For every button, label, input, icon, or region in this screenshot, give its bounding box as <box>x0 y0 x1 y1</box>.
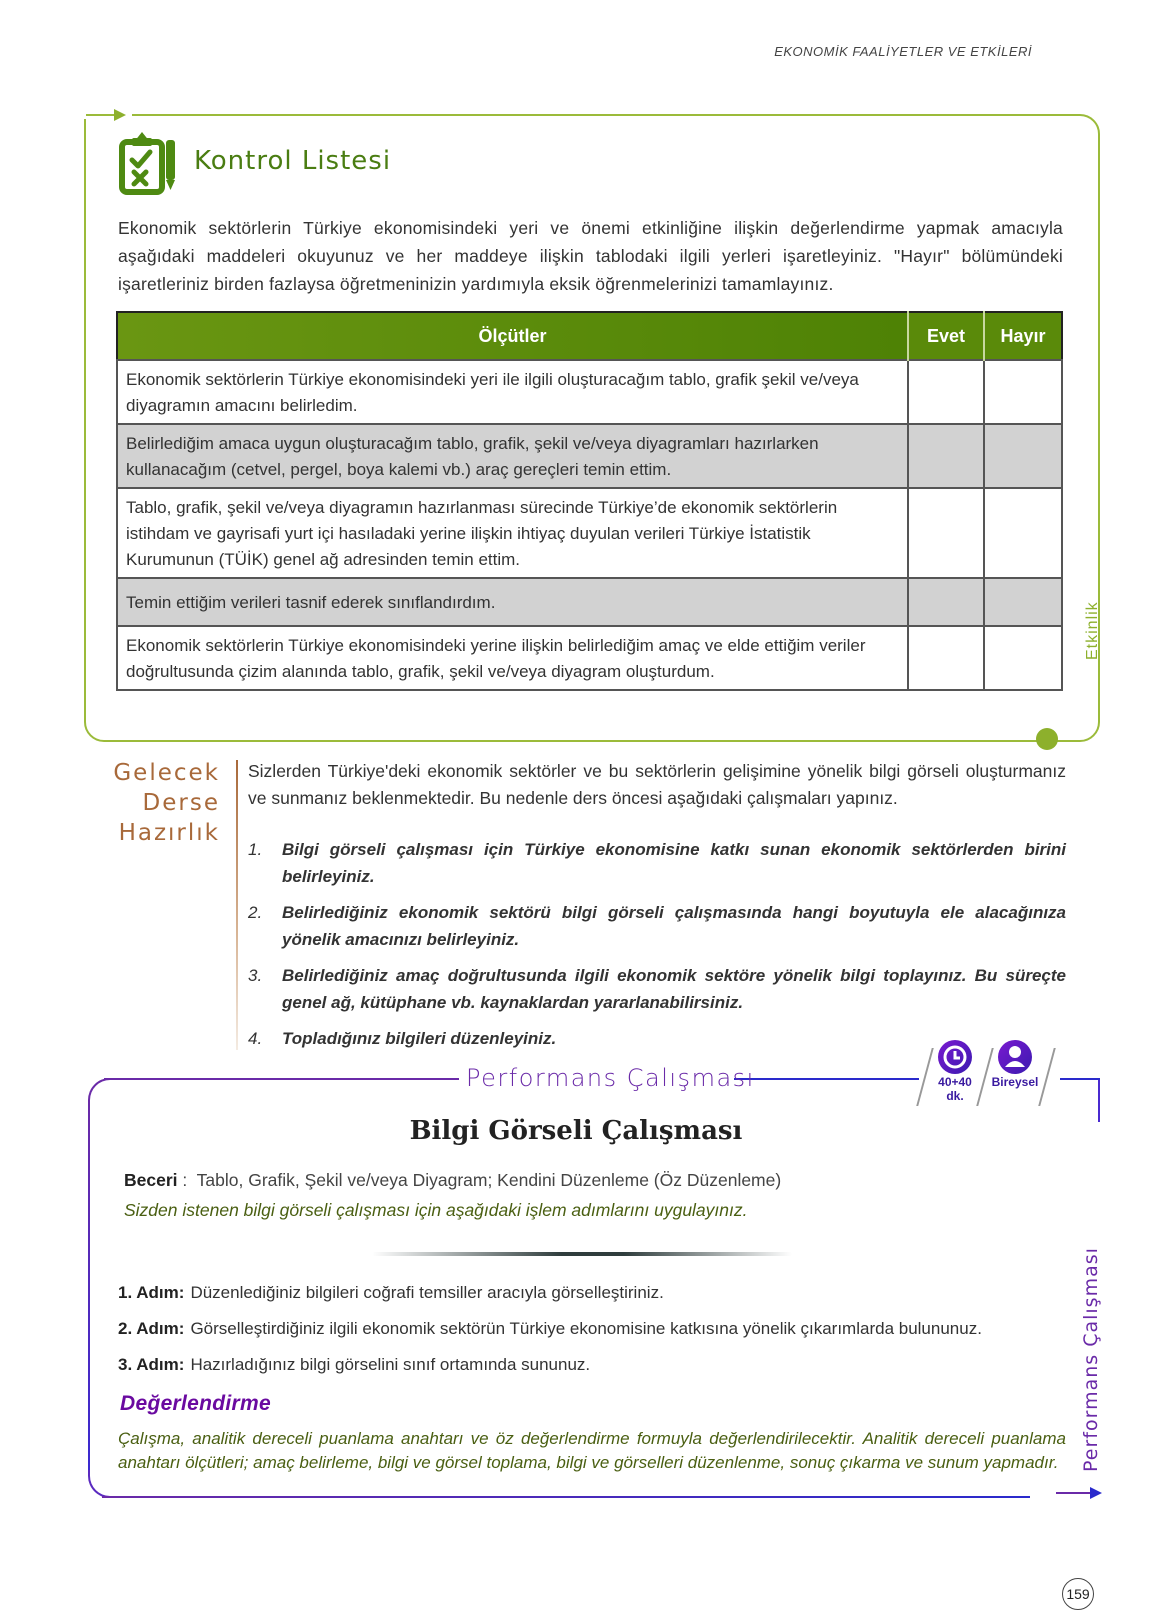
criterion-cell: Tablo, grafik, şekil ve/veya diyagramın hazırlanması sürecinde Türkiye’de ekonomik sektörlerin istihdam ve gayrisafi yurt içi hasıladaki yerine ilişkin ihtiyaç duyulan verileri Türkiye İstatistik Kurumunun (TÜİK) genel ağ adresinden temin ettim. <box>117 488 908 578</box>
item-text: Belirlediğiniz amaç doğrultusunda ilgili ekonomik sektöre yönelik bilgi toplayınız. Bu süreçte genel ağ, kütüphane vb. kaynaklardan yararlanabilirsiniz. <box>282 966 1066 1012</box>
step-text: Görselleştirdiğiniz ilgili ekonomik sektörün Türkiye ekonomisine katkısına yönelik çıkarımlarda bulununuz. <box>190 1319 982 1338</box>
mode-label: Bireysel <box>991 1075 1039 1089</box>
duration-label: 40+40 <box>938 1075 972 1089</box>
no-checkbox-cell[interactable] <box>984 360 1062 424</box>
step-item <box>118 1350 982 1386</box>
no-checkbox-cell[interactable] <box>984 578 1062 626</box>
criterion-cell: Belirlediğim amaca uygun oluşturacağım tablo, grafik, şekil ve/veya diyagramları hazırlarken kullanacağım (cetvel, pergel, boya kalemi vb.) araç gereçleri temin ettim. <box>117 424 908 488</box>
item-number: 3. <box>248 966 263 985</box>
yes-checkbox-cell[interactable] <box>908 424 984 488</box>
yes-checkbox-cell[interactable] <box>908 626 984 690</box>
no-checkbox-cell[interactable] <box>984 488 1062 578</box>
arrow-line <box>86 114 114 116</box>
clock-icon <box>938 1040 972 1074</box>
frame-top-line <box>1060 1078 1100 1080</box>
frame-bottom-line <box>102 1496 1030 1498</box>
item-text: Belirlediğiniz ekonomik sektörü bilgi görseli çalışmasında hangi boyutuyla ele alacağınıza yönelik amacınızı belirleyiniz. <box>282 903 1066 949</box>
label-line: Hazırlık <box>118 820 220 846</box>
step-item <box>118 1314 982 1350</box>
no-checkbox-cell[interactable] <box>984 626 1062 690</box>
yes-checkbox-cell[interactable] <box>908 360 984 424</box>
yes-checkbox-cell[interactable] <box>908 578 984 626</box>
duration-unit: dk. <box>946 1089 964 1103</box>
section-dot-icon <box>1036 728 1058 750</box>
arrow-right-icon <box>114 109 126 121</box>
degerlendirme-title: Değerlendirme <box>120 1392 271 1415</box>
column-header-yes: Evet <box>908 312 984 360</box>
yes-checkbox-cell[interactable] <box>908 488 984 578</box>
table-row <box>117 626 1062 690</box>
steps-list <box>118 1278 982 1386</box>
column-header-no: Hayır <box>984 312 1062 360</box>
step-label: 2. Adım: <box>118 1319 185 1338</box>
step-text: Hazırladığınız bilgi görselini sınıf ortamında sununuz. <box>190 1355 591 1374</box>
mode-badge <box>988 1040 1042 1088</box>
step-text: Düzenlediğiniz bilgileri coğrafi temsiller aracıyla görselleştiriniz. <box>190 1283 664 1302</box>
page-number: 159 <box>1062 1578 1094 1610</box>
performans-title: Bilgi Görseli Çalışması <box>409 1116 743 1146</box>
frame-top-line <box>734 1078 919 1080</box>
table-row <box>117 424 1062 488</box>
step-item <box>118 1278 982 1314</box>
label-line: Derse <box>142 790 220 816</box>
side-label-etkinlik: Etkinlik <box>1084 601 1101 660</box>
list-item <box>248 899 1066 953</box>
frame-left-line <box>88 1100 90 1470</box>
item-text: Bilgi görseli çalışması için Türkiye ekonomisine katkı sunan ekonomik sektörlerden birini belirleyiniz. <box>282 840 1066 886</box>
vertical-divider <box>236 760 238 1050</box>
criterion-cell: Temin ettiğim verileri tasnif ederek sınıflandırdım. <box>117 578 908 626</box>
no-checkbox-cell[interactable] <box>984 424 1062 488</box>
beceri-line: Beceri : Tablo, Grafik, Şekil ve/veya Diyagram; Kendini Düzenleme (Öz Düzenleme) <box>124 1170 782 1190</box>
frame-top-line <box>104 1078 459 1080</box>
step-label: 3. Adım: <box>118 1355 185 1374</box>
clipboard-check-icon <box>118 130 180 196</box>
frame-corner <box>88 1470 118 1498</box>
decorative-rule <box>372 1252 792 1256</box>
table-row <box>117 578 1062 626</box>
step-label: 1. Adım: <box>118 1283 185 1302</box>
instruction-text: Sizden istenen bilgi görseli çalışması için aşağıdaki işlem adımlarını uygulayınız. <box>124 1200 748 1220</box>
running-head: EKONOMİK FAALİYETLER VE ETKİLERİ <box>774 44 1032 59</box>
list-item <box>248 836 1066 890</box>
checklist-table <box>116 311 1063 691</box>
label-line: Gelecek <box>113 760 220 786</box>
user-icon <box>998 1040 1032 1074</box>
item-number: 2. <box>248 903 263 922</box>
arrow-right-icon <box>1090 1487 1102 1499</box>
kontrol-listesi-title: Kontrol Listesi <box>194 146 392 176</box>
item-number: 1. <box>248 840 263 859</box>
beceri-value: Tablo, Grafik, Şekil ve/veya Diyagram; Kendini Düzenleme (Öz Düzenleme) <box>196 1170 782 1190</box>
side-label-performans: Performans Çalışması <box>1080 1247 1102 1472</box>
table-row <box>117 360 1062 424</box>
gelecek-derse-hazirlik-intro: Sizlerden Türkiye'deki ekonomik sektörler ve bu sektörlerin gelişimine yönelik bilgi görseli oluşturmanız ve sunmanız beklenmektedir. Bu nedenle ders öncesi aşağıdaki çalışmaları yapınız. <box>248 761 1066 808</box>
preparation-list <box>248 836 1066 1061</box>
degerlendirme-text: Çalışma, analitik dereceli puanlama anahtarı ve öz değerlendirme formuyla değerlendirilecektir. Analitik dereceli puanlama anahtarı ölçütleri; amaç belirleme, bilgi ve görsel toplama, bilgi ve görselleri düzenlenme, sonuç çıkarma ve sunum yapmadır. <box>118 1429 1066 1472</box>
table-row <box>117 488 1062 578</box>
kontrol-listesi-intro: Ekonomik sektörlerin Türkiye ekonomisindeki yeri ve önemi etkinliğine ilişkin değerlendirme yapmak amacıyla aşağıdaki maddeleri okuyunuz ve her maddeye ilişkin tablodaki ilgili yerleri işaretleyiniz. "Hayır" bölümündeki işaretleriniz birden fazlaysa öğretmeninizin yardımıyla eksik öğrenmelerinizi tamamlayınız. <box>118 218 1063 294</box>
criterion-cell: Ekonomik sektörlerin Türkiye ekonomisindeki yerine ilişkin belirlediğim amaç ve elde ettiğim veriler doğrultusunda çizim alanında tablo, grafik, şekil ve/veya diyagram oluşturdum. <box>117 626 908 690</box>
list-item <box>248 962 1066 1016</box>
item-number: 4. <box>248 1029 263 1048</box>
activity-badges <box>924 1040 1058 1103</box>
gelecek-derse-hazirlik-label <box>106 758 220 848</box>
item-text: Topladığınız bilgileri düzenleyiniz. <box>282 1029 557 1048</box>
criterion-cell: Ekonomik sektörlerin Türkiye ekonomisindeki yeri ile ilgili oluşturacağım tablo, grafik şekil ve/veya diyagramın amacını belirledim. <box>117 360 908 424</box>
beceri-label: Beceri <box>124 1170 178 1190</box>
performans-header: Performans Çalışması <box>466 1064 755 1092</box>
frame-corner <box>88 1078 118 1108</box>
column-header-criteria: Ölçütler <box>117 312 908 360</box>
duration-badge <box>928 1040 982 1102</box>
